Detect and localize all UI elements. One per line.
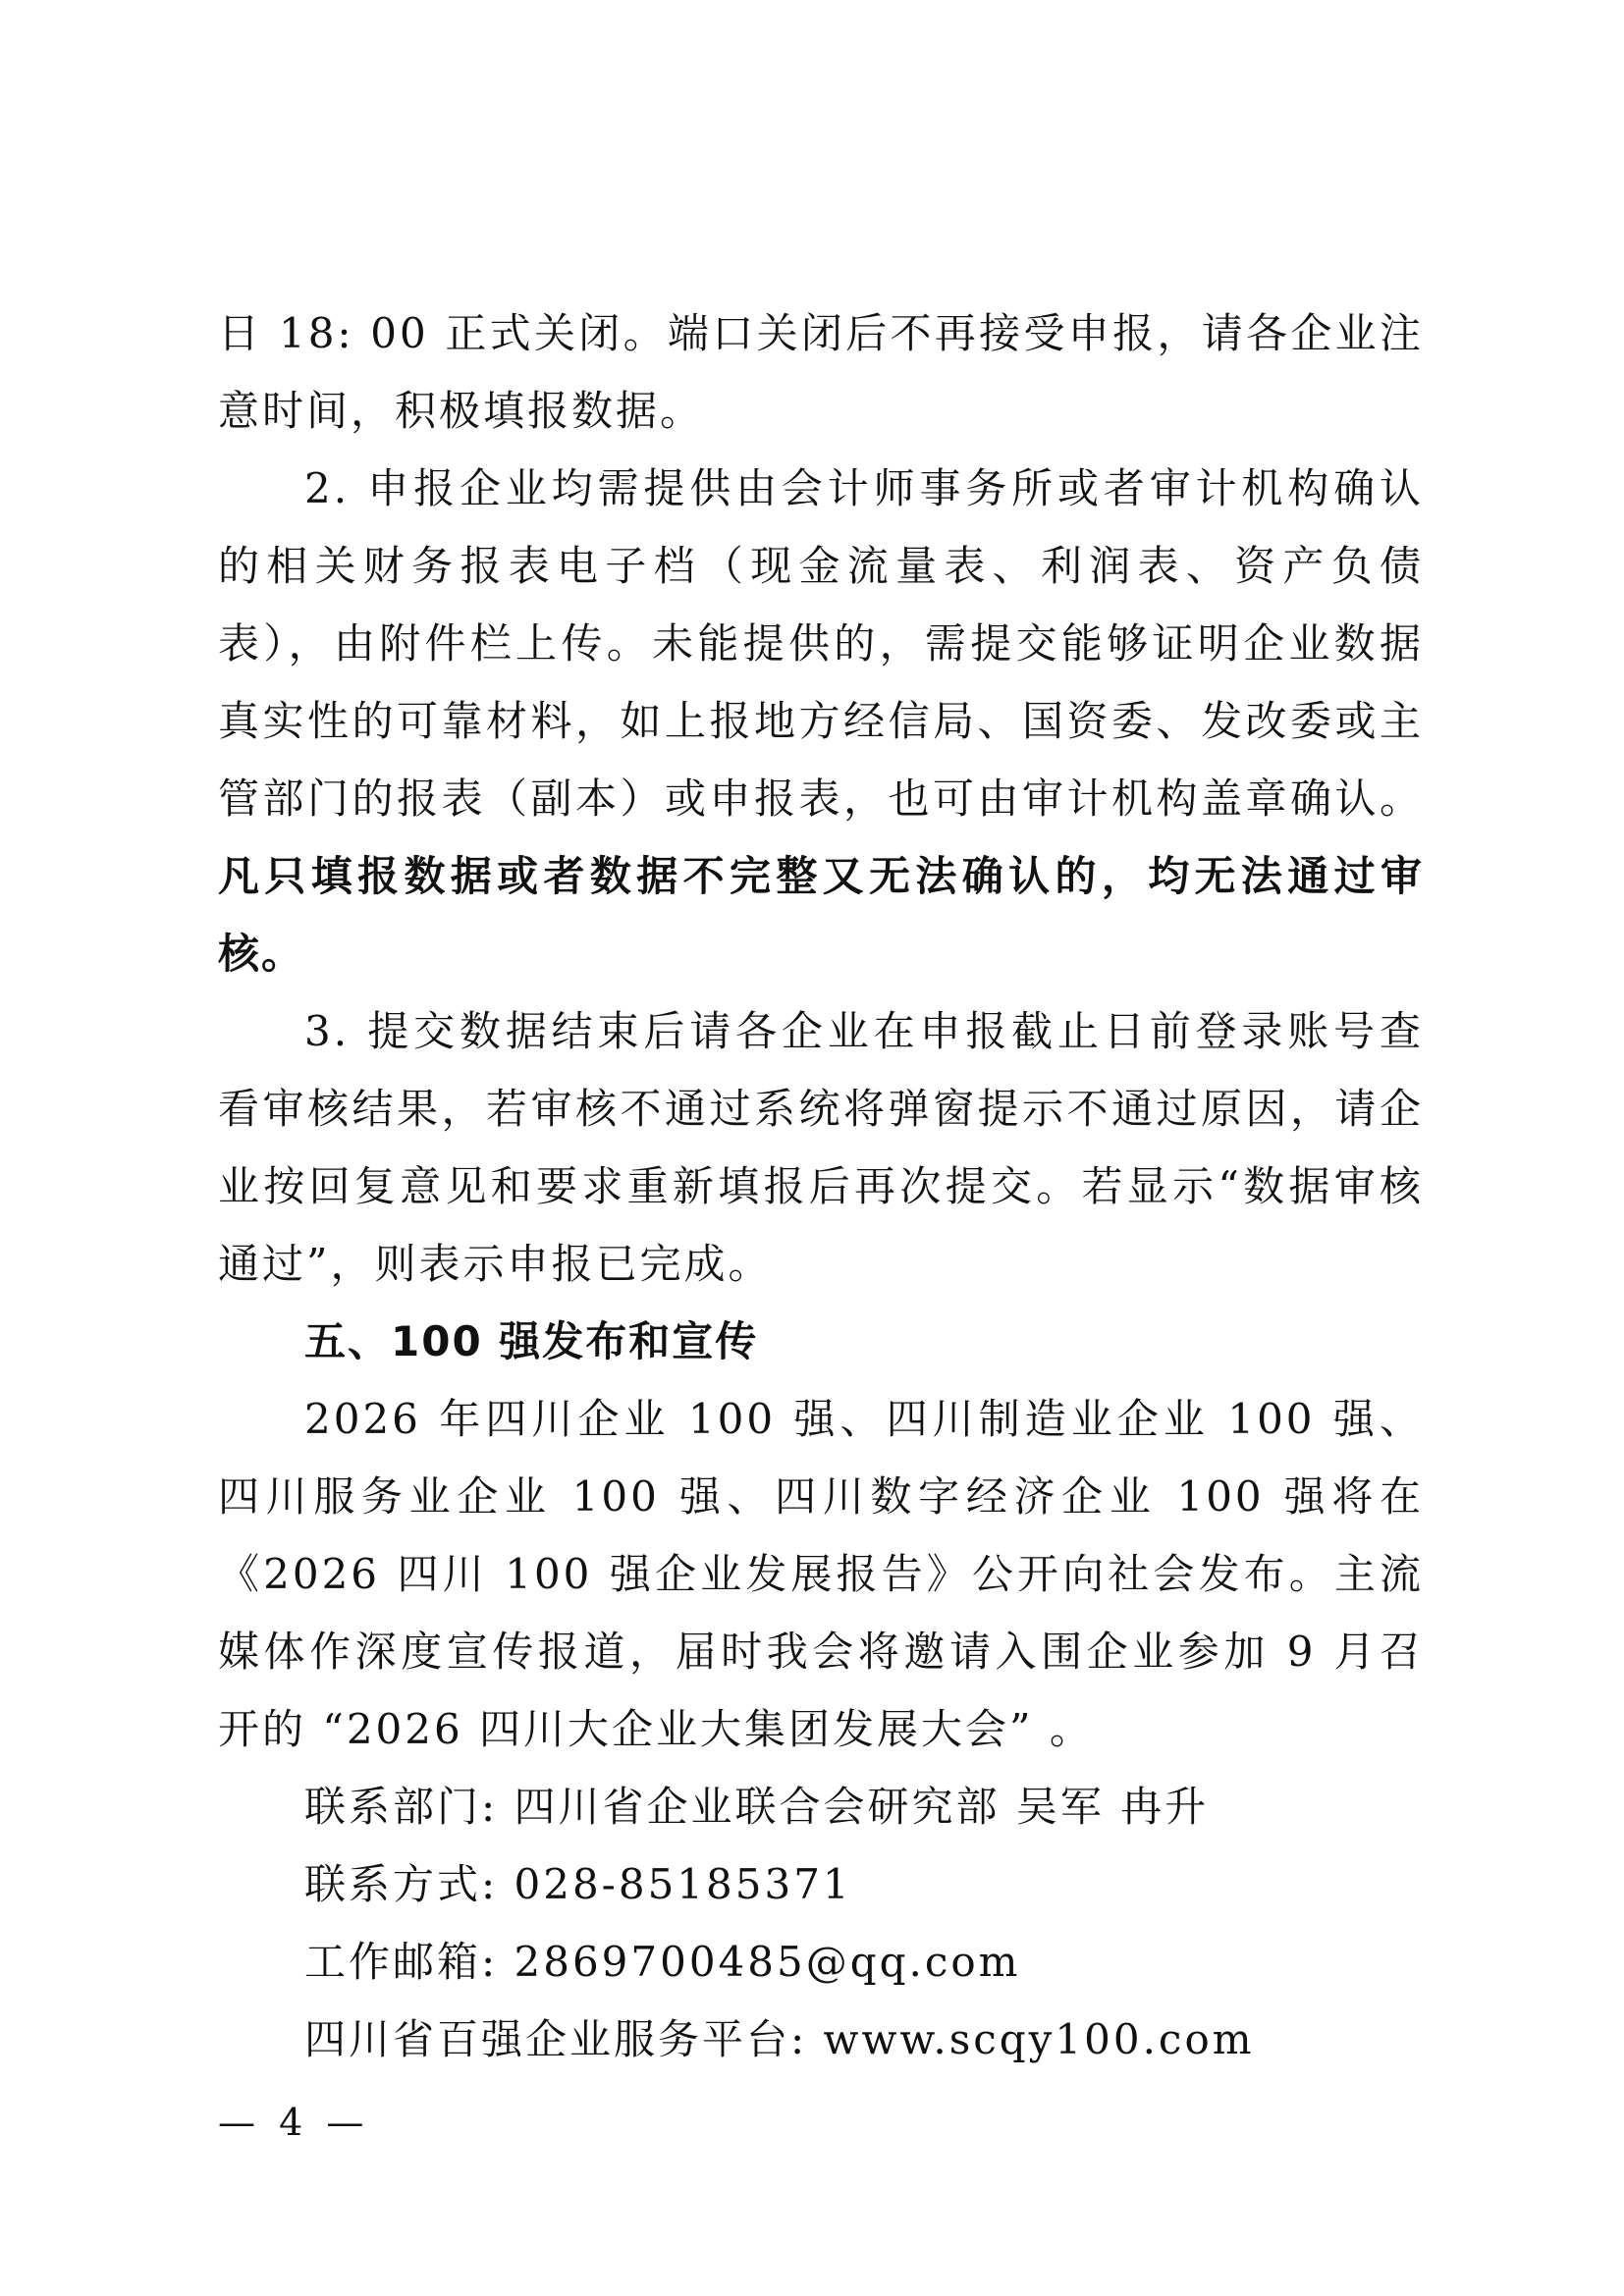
paragraph-item-3: 3. 提交数据结束后请各企业在申报截止日前登录账号查看审核结果，若审核不通过系统将弹窗提示不通过原因，请企业按回复意见和要求重新填报后再次提交。若显示“数据审核通过”，则表示申报已完成。 — [218, 1007, 1424, 1288]
contact-department: 联系部门: 四川省企业联合会研究部 吴军 冉升 — [304, 1783, 1210, 1831]
contact-platform: 四川省百强企业服务平台: www.scqy100.com — [304, 2015, 1255, 2063]
paragraph-item-2-bold-note: 凡只填报数据或者数据不完整又无法确认的，均无法通过审核。 — [218, 852, 1424, 978]
contact-phone: 联系方式: 028-85185371 — [304, 1860, 852, 1908]
section-heading: 五、100 强发布和宣传 — [304, 1317, 759, 1365]
document-body — [218, 294, 1424, 2078]
paragraph-deadline: 日 18: 00 正式关闭。端口关闭后不再接受申报，请各企业注意时间，积极填报数据。 — [218, 309, 1424, 435]
paragraph-item-2 — [218, 450, 1424, 992]
page-number: — 4 — — [218, 2101, 370, 2144]
contact-email: 工作邮箱: 2869700485@qq.com — [304, 1938, 1021, 1986]
paragraph-item-2-text: 2. 申报企业均需提供由会计师事务所或者审计机构确认的相关财务报表电子档（现金流量表、利润表、资产负债表），由附件栏上传。未能提供的，需提交能够证明企业数据真实性的可靠材料，如上报地方经信局、国资委、发改委或主管部门的报表（副本）或申报表，也可由审计机构盖章确认。 — [218, 464, 1424, 823]
paragraph-release: 2026 年四川企业 100 强、四川制造业企业 100 强、四川服务业企业 100 强、四川数字经济企业 100 强将在《2026 四川 100 强企业发展报告》公开向社会发布。主流媒体作深度宣传报道，届时我会将邀请入围企业参加 9 月召开的 “2026 四川大企业大集团发展大会” 。 — [218, 1395, 1424, 1753]
